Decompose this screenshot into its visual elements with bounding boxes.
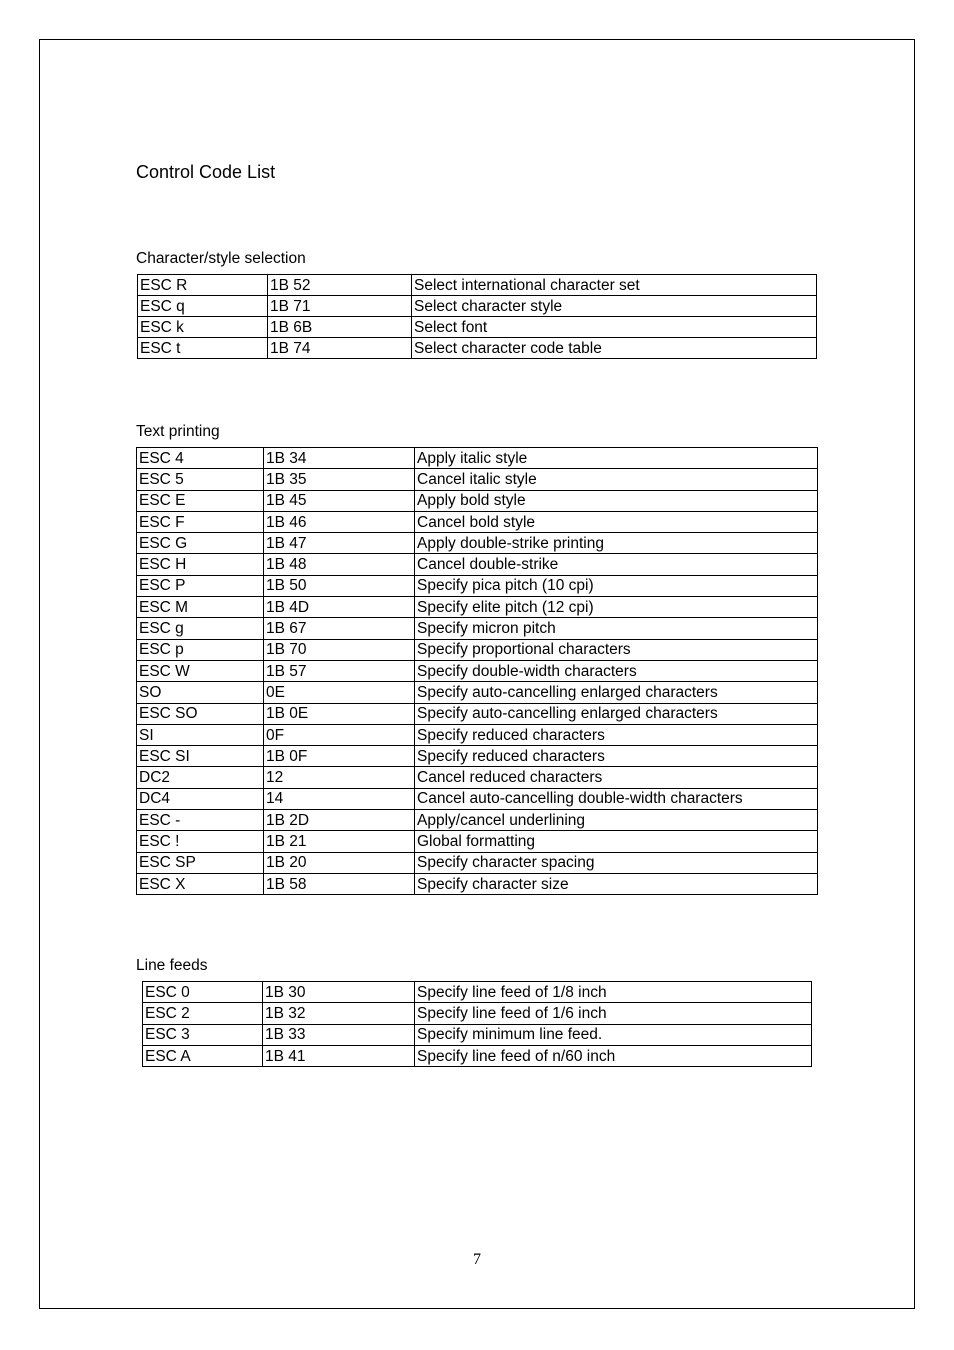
page-number: 7 (473, 1251, 481, 1268)
description-cell: Specify character spacing (415, 852, 818, 873)
hex-code-cell: 1B 0F (264, 746, 415, 767)
description-cell: Specify auto-cancelling enlarged characters (415, 703, 818, 724)
hex-code-cell: 1B 30 (263, 982, 415, 1003)
description-cell: Specify pica pitch (10 cpi) (415, 575, 818, 596)
hex-code-cell: 1B 35 (264, 469, 415, 490)
description-cell: Cancel bold style (415, 511, 818, 532)
command-cell: DC4 (137, 788, 264, 809)
table-row (137, 852, 818, 873)
description-cell: Cancel italic style (415, 469, 818, 490)
table-row (137, 511, 818, 532)
description-cell: Apply bold style (415, 490, 818, 511)
hex-code-cell: 12 (264, 767, 415, 788)
hex-code-cell: 1B 52 (268, 275, 412, 296)
table-row (137, 746, 818, 767)
description-cell: Global formatting (415, 831, 818, 852)
text-printing-table (136, 447, 818, 895)
description-cell: Specify elite pitch (12 cpi) (415, 597, 818, 618)
hex-code-cell: 1B 0E (264, 703, 415, 724)
description-cell: Specify reduced characters (415, 746, 818, 767)
command-cell: ESC t (138, 338, 268, 359)
command-cell: SO (137, 682, 264, 703)
table-row (138, 338, 817, 359)
command-cell: ESC SO (137, 703, 264, 724)
command-cell: ESC 4 (137, 448, 264, 469)
description-cell: Select international character set (412, 275, 817, 296)
table-row (137, 469, 818, 490)
hex-code-cell: 1B 20 (264, 852, 415, 873)
command-cell: ESC q (138, 296, 268, 317)
command-cell: ESC G (137, 533, 264, 554)
section-heading-line-feeds: Line feeds (136, 957, 208, 974)
description-cell: Specify micron pitch (415, 618, 818, 639)
table-row (137, 788, 818, 809)
command-cell: ESC k (138, 317, 268, 338)
command-cell: ESC 2 (143, 1003, 263, 1024)
hex-code-cell: 1B 57 (264, 660, 415, 681)
table-row (138, 317, 817, 338)
table-row (137, 831, 818, 852)
description-cell: Specify character size (415, 873, 818, 894)
command-cell: ESC M (137, 597, 264, 618)
table-row (137, 682, 818, 703)
table-row (137, 724, 818, 745)
command-cell: DC2 (137, 767, 264, 788)
table-row (138, 275, 817, 296)
hex-code-cell: 1B 33 (263, 1024, 415, 1045)
hex-code-cell: 1B 34 (264, 448, 415, 469)
command-cell: ESC P (137, 575, 264, 596)
command-cell: ESC p (137, 639, 264, 660)
section-heading-text-printing: Text printing (136, 423, 220, 440)
description-cell: Specify auto-cancelling enlarged characters (415, 682, 818, 703)
command-cell: ESC H (137, 554, 264, 575)
table-row (137, 597, 818, 618)
page-title: Control Code List (136, 162, 276, 182)
hex-code-cell: 1B 48 (264, 554, 415, 575)
hex-code-cell: 1B 50 (264, 575, 415, 596)
description-cell: Specify line feed of n/60 inch (415, 1045, 812, 1066)
hex-code-cell: 1B 21 (264, 831, 415, 852)
description-cell: Cancel reduced characters (415, 767, 818, 788)
command-cell: ESC ! (137, 831, 264, 852)
hex-code-cell: 1B 41 (263, 1045, 415, 1066)
command-cell: ESC A (143, 1045, 263, 1066)
description-cell: Specify reduced characters (415, 724, 818, 745)
table-row (137, 810, 818, 831)
hex-code-cell: 1B 47 (264, 533, 415, 554)
table-row (137, 639, 818, 660)
command-cell: ESC E (137, 490, 264, 511)
command-cell: SI (137, 724, 264, 745)
command-cell: ESC SP (137, 852, 264, 873)
hex-code-cell: 1B 2D (264, 810, 415, 831)
hex-code-cell: 1B 6B (268, 317, 412, 338)
description-cell: Specify minimum line feed. (415, 1024, 812, 1045)
command-cell: ESC 3 (143, 1024, 263, 1045)
hex-code-cell: 1B 4D (264, 597, 415, 618)
hex-code-cell: 1B 71 (268, 296, 412, 317)
table-row (143, 1024, 812, 1045)
table-row (143, 1003, 812, 1024)
description-cell: Specify line feed of 1/6 inch (415, 1003, 812, 1024)
description-cell: Apply double-strike printing (415, 533, 818, 554)
character-style-table (137, 274, 817, 359)
description-cell: Select character style (412, 296, 817, 317)
table-row (137, 490, 818, 511)
hex-code-cell: 1B 67 (264, 618, 415, 639)
hex-code-cell: 1B 45 (264, 490, 415, 511)
table-row (137, 873, 818, 894)
table-row (137, 448, 818, 469)
line-feeds-table (142, 981, 812, 1067)
command-cell: ESC W (137, 660, 264, 681)
table-row (143, 1045, 812, 1066)
hex-code-cell: 1B 58 (264, 873, 415, 894)
command-cell: ESC SI (137, 746, 264, 767)
table-row (137, 618, 818, 639)
hex-code-cell: 1B 70 (264, 639, 415, 660)
hex-code-cell: 1B 74 (268, 338, 412, 359)
description-cell: Specify proportional characters (415, 639, 818, 660)
table-row (137, 575, 818, 596)
command-cell: ESC 5 (137, 469, 264, 490)
description-cell: Apply/cancel underlining (415, 810, 818, 831)
description-cell: Specify line feed of 1/8 inch (415, 982, 812, 1003)
description-cell: Select character code table (412, 338, 817, 359)
hex-code-cell: 0F (264, 724, 415, 745)
description-cell: Cancel auto-cancelling double-width characters (415, 788, 818, 809)
description-cell: Select font (412, 317, 817, 338)
table-row (137, 703, 818, 724)
command-cell: ESC - (137, 810, 264, 831)
table-row (143, 982, 812, 1003)
description-cell: Cancel double-strike (415, 554, 818, 575)
command-cell: ESC F (137, 511, 264, 532)
hex-code-cell: 14 (264, 788, 415, 809)
section-heading-character-style: Character/style selection (136, 250, 306, 267)
command-cell: ESC R (138, 275, 268, 296)
command-cell: ESC g (137, 618, 264, 639)
description-cell: Apply italic style (415, 448, 818, 469)
hex-code-cell: 1B 32 (263, 1003, 415, 1024)
command-cell: ESC X (137, 873, 264, 894)
table-row (138, 296, 817, 317)
table-row (137, 767, 818, 788)
command-cell: ESC 0 (143, 982, 263, 1003)
hex-code-cell: 1B 46 (264, 511, 415, 532)
hex-code-cell: 0E (264, 682, 415, 703)
description-cell: Specify double-width characters (415, 660, 818, 681)
table-row (137, 554, 818, 575)
table-row (137, 660, 818, 681)
table-row (137, 533, 818, 554)
